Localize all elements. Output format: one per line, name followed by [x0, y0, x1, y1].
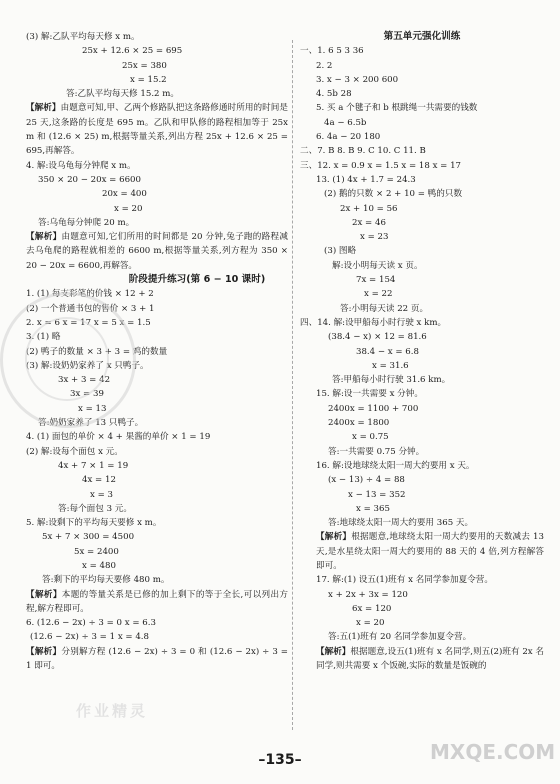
answer-line: x + 2x + 3x = 120 — [328, 589, 408, 600]
answer-line: x = 20 — [114, 203, 143, 214]
answer-line: x = 23 — [360, 232, 389, 243]
answer-line: x = 20 — [356, 618, 385, 629]
analysis-paragraph: 【解析】由题意可知,甲、乙两个修路队把这条路修通时所用的时间是 25 天,这条路的长度是 695 m。乙队和甲队修的路程相加等于 25x m 和 (12.6 × 25) m,根据等量关系,列出方程 25x + 12.6 × 25 = 695,再解答。 — [26, 103, 288, 157]
section-heading: 第五单元强化训练 — [383, 31, 461, 42]
answer-line: x = 13 — [78, 403, 107, 414]
answer-line: (3) 解:设奶奶家养了 x 只鸭子。 — [26, 360, 149, 371]
answer-line: 答:每个面包 3 元。 — [58, 503, 132, 514]
answer-line: (2) 鸭子的数量 × 3 + 3 = 鸡的数量 — [26, 346, 168, 357]
answer-line: 6x = 120 — [352, 603, 392, 614]
analysis-paragraph: 【解析】根据题意,地球绕太阳一周大约要用的天数减去 13 天,是水星绕太阳一周大约要用的 88 天的 4 倍,列方程解答即可。 — [316, 532, 544, 571]
answer-line: 6. (12.6 − 2x) ÷ 3 = 0 x = 6.3 — [26, 618, 156, 629]
answer-line: 2x = 46 — [352, 217, 386, 228]
answer-line: x = 365 — [356, 503, 390, 514]
answer-line: (38.4 − x) × 12 = 81.6 — [328, 332, 427, 343]
answer-line: x − 13 = 352 — [348, 489, 406, 500]
answer-line: (2) 鹅的只数 × 2 + 10 = 鸭的只数 — [324, 189, 463, 200]
analysis-paragraph: 【解析】本题的等量关系是已修的加上剩下的等于全长,可以列出方程,解方程即可。 — [26, 589, 288, 614]
answer-line: 答:小明每天读 22 页。 — [340, 303, 429, 314]
answer-line: 17. 解:(1) 设五(1)班有 x 名同学参加夏令营。 — [316, 575, 493, 586]
answer-line: 4a − 6.5b — [324, 117, 367, 128]
answer-line: 三、12. x = 0.9 x = 1.5 x = 18 x = 17 — [300, 160, 462, 171]
answer-line: 解:设小明每天读 x 页。 — [332, 260, 423, 271]
answer-line: 13. (1) 4x + 1.7 = 24.3 — [316, 174, 416, 185]
answer-line: 答:地球绕太阳一周大约要用 365 天。 — [328, 518, 474, 529]
answer-line: 答:五(1)班有 20 名同学参加夏令营。 — [328, 632, 472, 643]
page-number: –135– — [258, 752, 302, 768]
analysis-paragraph: 【解析】由题意可知,它们所用的时间都是 20 分钟,兔子跑的路程减去乌龟爬的路程就相差的 6600 m,根据等量关系,列方程为 350 × 20 − 20x = 6600,再解答。 — [26, 232, 288, 271]
analysis-paragraph: 【解析】根据题意,设五(1)班有 x 名同学,则五(2)班有 2x 名同学,则共需要 x 个饭碗,实际的数量是饭碗的 — [316, 646, 544, 672]
answer-line: 2. x = 6 x = 17 x = 5 x = 1.5 — [26, 317, 151, 328]
answer-line: 2400x = 1100 + 700 — [328, 403, 419, 414]
right-column — [300, 30, 544, 673]
answer-line: x = 22 — [364, 289, 393, 300]
answer-line: 5x = 2400 — [74, 546, 119, 557]
section-heading: 阶段提升练习(第 6 − 10 课时) — [128, 274, 266, 286]
answer-line: 15. 解:设一共需要 x 分钟。 — [316, 389, 423, 400]
watermark-text-right: MXQE.COM — [430, 740, 556, 764]
answer-line: 3. (1) 略 — [26, 332, 61, 343]
answer-line: 3x = 39 — [70, 389, 104, 400]
answer-line: 答:一共需要 0.75 分钟。 — [328, 446, 425, 457]
answer-line: 2400x = 1800 — [328, 418, 390, 429]
answer-line: 5x + 7 × 300 = 4500 — [42, 532, 135, 543]
answer-line: 25x = 380 — [122, 60, 167, 71]
answer-line: (2) 一个普通书包的售价 × 3 + 1 — [26, 303, 155, 314]
answer-line: (3) 解:乙队平均每天修 x m。 — [26, 32, 140, 42]
answer-line: 答:甲船每小时行驶 31.6 km。 — [332, 375, 451, 386]
analysis-paragraph: 【解析】分别解方程 (12.6 − 2x) ÷ 3 = 0 和 (12.6 − 2x) ÷ 3 = 1 即可。 — [26, 646, 288, 672]
answer-line: 3. x − 3 × 200 600 — [316, 74, 399, 85]
answer-line: 4. 解:设乌龟每分钟爬 x m。 — [26, 160, 136, 171]
answer-line: 350 × 20 − 20x = 6600 — [38, 174, 141, 185]
answer-line: (12.6 − 2x) ÷ 3 = 1 x = 4.8 — [30, 632, 149, 643]
answer-line: 5. 买 a 个毽子和 b 根跳绳一共需要的钱数 — [316, 103, 478, 114]
answer-line: 38.4 − x = 6.8 — [356, 346, 419, 357]
answer-line: x = 3 — [90, 489, 113, 500]
answer-line: 4x + 7 × 1 = 19 — [58, 460, 129, 471]
answer-line: 1. (1) 每支彩笔的价钱 × 12 + 2 — [26, 289, 154, 300]
answer-line: x = 15.2 — [130, 74, 167, 85]
answer-line: 5. 解:设剩下的平均每天要修 x m。 — [26, 518, 162, 529]
answer-line: x = 0.75 — [352, 432, 389, 443]
watermark-text-left: 作业精灵 — [76, 702, 149, 720]
column-divider — [292, 40, 293, 730]
answer-line: 2. 2 — [316, 60, 333, 71]
answer-line: 答:奶奶家养了 13 只鸭子。 — [38, 418, 144, 429]
answer-line: 25x + 12.6 × 25 = 695 — [82, 46, 183, 57]
answer-line: 4. (1) 面包的单价 × 4 + 果酱的单价 × 1 = 19 — [26, 432, 211, 443]
answer-line: 答:乙队平均每天修 15.2 m。 — [66, 89, 179, 100]
answer-line: 4. 5b 28 — [316, 89, 352, 100]
answer-line: 7x = 154 — [356, 275, 396, 286]
answer-line: (2) 解:设每个面包 x 元。 — [26, 446, 123, 457]
answer-line: (x − 13) ÷ 4 = 88 — [328, 475, 405, 486]
answer-line: 二、7. B 8. B 9. C 10. C 11. B — [300, 146, 426, 157]
answer-line: 16. 解:设地球绕太阳一周大约要用 x 天。 — [316, 460, 475, 471]
circular-stamp-watermark — [0, 292, 136, 428]
answer-line: 答:剩下的平均每天要修 480 m。 — [42, 575, 170, 586]
answer-line: x = 480 — [82, 560, 116, 571]
answer-line: 6. 4a − 20 180 — [316, 132, 381, 143]
answer-line: 一、1. 6 5 3 36 — [300, 46, 364, 57]
answer-line: 4x = 12 — [82, 475, 116, 486]
answer-line: 2x + 10 = 56 — [340, 203, 398, 214]
answer-line: (3) 图略 — [324, 246, 357, 257]
answer-line: 四、14. 解:设甲船每小时行驶 x km。 — [300, 317, 447, 328]
answer-line: x = 31.6 — [372, 360, 409, 371]
answer-line: 答:乌龟每分钟爬 20 m。 — [38, 217, 135, 228]
answer-line: 3x + 3 = 42 — [58, 375, 111, 386]
answer-line: 20x = 400 — [102, 189, 147, 200]
